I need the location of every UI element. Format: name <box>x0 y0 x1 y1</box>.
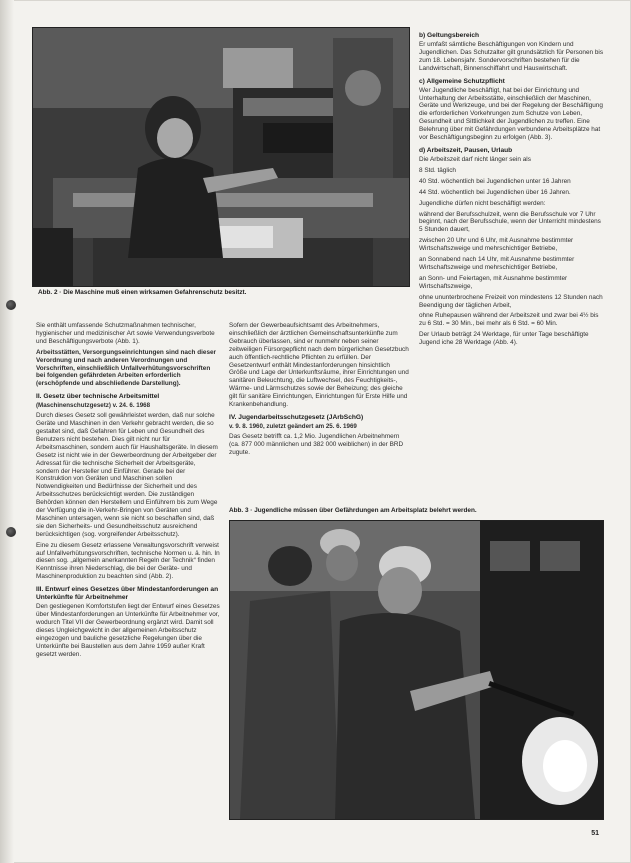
left-paragraph-2: Arbeitsstätten, Versorgungseinrichtungen sind nach dieser Verordnung und nach anderen Verordnungen und Vorschriften, einschließlich Unfallverhütungsvorschriften bei folgenden gefährdeten Arbeiten erforderlich (erschöpfende und abschließende Darstellung). <box>36 348 217 388</box>
section-ii-title: II. Gesetz über technische Arbeitsmittel <box>36 393 160 401</box>
punch-hole <box>6 527 16 537</box>
section-c-text: Wer Jugendliche beschäftigt, hat bei der Einrichtung und Unterhaltung der Arbeitsstätte, einschließlich der Maschinen, Geräte und Werkzeuge, und bei der Regelung der Beschäftigung die erforderlichen Vorkehrungen zum Schutze von Leben, Gesundheit und Sittlichkeit der Jugendlichen zu treffen. Eine Belehrung über mit Gefährdungen verbundene Arbeitsplätze hat vor Beschäftigungsbeginn zu erfolgen (Abb. 3). <box>419 86 603 142</box>
section-d-text2: Jugendliche dürfen nicht beschäftigt werden: <box>419 199 546 207</box>
middle-paragraph-1: Sofern der Gewerbeaufsichtsamt des Arbeitnehmers, einschließlich der ärztlichen Gemeinschaftsunterkünfte zum Gebrauch überlassen, sind er nunmehr neben seiner zeitweiligen Fürsorgepflicht nach dem bürgerlichen Gesetzbuch auch öffentlich-rechtliche Pflichten zu erfüllen. Der Gesetzentwurf enthält Mindestanforderungen hinsichtlich Größe und Lage der Unterkunftsräume, ihrer Einrichtungen und sanitären Beleuchtung, die Luftwechsel, des Feuchtigkeits-, Wärme- und Lärmschutzes sowie der Beheizung; des gleiche gilt für sanitäre Einrichtungen, Einrichtungen für Erste Hilfe und Krankenbehandlung. <box>229 322 409 409</box>
section-iv-subtitle: v. 9. 8. 1960, zuletzt geändert am 25. 6. 1969 <box>229 422 357 430</box>
left-paragraph-1: Sie enthält umfassende Schutzmaßnahmen technischer, hygienischer und medizinischer Art sowie Verwendungsverbote und Beschäftigungsverbote (Abb. 1). <box>36 322 215 345</box>
punch-hole <box>6 300 16 310</box>
list-item: ohne ununterbrochene Freizeit von mindestens 12 Stunden nach Beendigung der täglichen Arbeit, <box>419 293 603 309</box>
left-paragraph-3: Durch dieses Gesetz soll gewährleistet werden, daß nur solche Geräte und Maschinen in den Verkehr gebracht werden, die so gestaltet sind, daß Gefahren für Leben und Gesundheit des Benutzers nicht bestehen. Dies gilt nicht nur für Arbeitsmaschinen, sondern auch für Haushaltsgeräte. In diesem Gesetz ist nicht wie in der Gewerbeordnung der Arbeitgeber der Adressat für die technische Sicherheit der Arbeitsgeräte, sondern der Hersteller und Einführer. Gerade bei der Konstruktion von Geräten und Maschinen sollen Notwendigkeiten und Bedürfnisse der Sicherheit und des Arbeitsschutzes berücksichtigt werden. Die zuständigen Behörden können den Herstellern und Einführern bis zum Wege der Verfügung die in-Verkehr-Bringen von Geräten und Maschinen untersagen, wenn sie nicht so beschaffen sind, daß sie den Sicherheits- und Gesundheitsschutz ausreichend berücksichtigen (sog. vorgreifender Arbeitsschutz). <box>36 412 218 538</box>
section-iii-title: III. Entwurf eines Gesetzes über Mindestanforderungen an Unterkünfte für Arbeitnehmer <box>36 586 219 602</box>
list-item: 8 Std. täglich <box>419 166 456 174</box>
list-item: während der Berufsschulzeit, wenn die Berufsschule vor 7 Uhr beginnt, nach der Berufsschule, wenn der Unterricht mindestens 5 Stunden dauert, <box>419 210 601 234</box>
right-column-top <box>419 27 604 502</box>
figure-2-photo <box>32 27 410 287</box>
section-d-title: d) Arbeitszeit, Pausen, Urlaub <box>419 146 513 154</box>
list-item: ohne Ruhepausen während der Arbeitszeit und zwar bei 4½ bis zu 6 Std. = 30 Min., bei mehr als 6 Std. = 60 Min. <box>419 312 599 328</box>
section-d-intro: Die Arbeitszeit darf nicht länger sein als <box>419 155 531 163</box>
figure-3-caption: Abb. 3 · Jugendliche müssen über Gefährdungen am Arbeitsplatz belehrt werden. <box>229 507 477 514</box>
section-b-title: b) Geltungsbereich <box>419 32 480 39</box>
list-item: 44 Std. wöchentlich bei Jugendlichen über 16 Jahren. <box>419 188 571 196</box>
left-paragraph-5: Den gestiegenen Komfortstufen liegt der Entwurf eines Gesetzes über Mindestanforderungen an Unterkünfte für Arbeitnehmer vor, wodurch Titel VII der Gewerbeordnung ergänzt wird. Damit soll dieses Ungleichgewicht in der allgemeinen Arbeitsschutz eingezogen und bauliche gesetzliche Regelungen über die Unterkünfte bei Baustellen aus dem Jahre 1959 außer Kraft gesetzt werden. <box>36 603 220 658</box>
left-column <box>36 322 220 818</box>
section-b-text: Er umfaßt sämtliche Beschäftigungen von Kindern und Jugendlichen. Das Schutzalter gilt grundsätzlich für Personen bis zum 18. Lebensjahr. Sondervorschriften bestehen für die Landwirtschaft, Binnenschiffahrt und Hauswirtschaft. <box>419 41 604 72</box>
section-iv-title: IV. Jugendarbeitsschutzgesetz (JArbSchG) <box>229 413 364 421</box>
list-item: an Sonn- und Feiertagen, mit Ausnahme bestimmter Wirtschaftszweige, <box>419 274 568 290</box>
section-c-title: c) Allgemeine Schutzpflicht <box>419 77 505 85</box>
middle-column <box>229 322 409 497</box>
list-item: 40 Std. wöchentlich bei Jugendlichen unter 16 Jahren <box>419 177 571 185</box>
page-number: 51 <box>591 830 599 837</box>
list-item: an Sonnabend nach 14 Uhr, mit Ausnahme bestimmter Wirtschaftszweige und mehrschichtiger Betriebe, <box>419 256 575 271</box>
section-d-text3: Der Urlaub beträgt 24 Werktage, für unter Tage beschäftigte Jugend iche 28 Werktage (Abb. 4). <box>419 331 589 347</box>
figure-2-caption: Abb. 2 · Die Maschine muß einen wirksamen Gefahrenschutz besitzt. <box>38 289 247 296</box>
middle-paragraph-2: Das Gesetz betrifft ca. 1,2 Mio. Jugendlichen Arbeitnehmern (ca. 877 000 männlichen und 382 000 weiblichen) in der BRD zugute. <box>229 432 404 456</box>
section-ii-subtitle: (Maschinenschutzgesetz) v. 24. 6. 1968 <box>36 402 151 410</box>
list-item: zwischen 20 Uhr und 6 Uhr, mit Ausnahme bestimmter Wirtschaftszweige und mehrschichtiger Betriebe, <box>419 237 574 253</box>
binding-shadow <box>0 0 14 863</box>
left-paragraph-4: Eine zu diesem Gesetz erlassene Verwaltungsvorschrift verweist auf Unfallverhütungsvorschriften, technische Normen u. ä. hin. In diesen sog. „allgemein anerkannten Regeln der Technik“ finden Kenntnisse ihren Niederschlag, die bei der Geräte- und Maschinenproduktion zu beachten sind (Abb. 2). <box>36 541 220 581</box>
figure-3-photo <box>229 520 604 820</box>
